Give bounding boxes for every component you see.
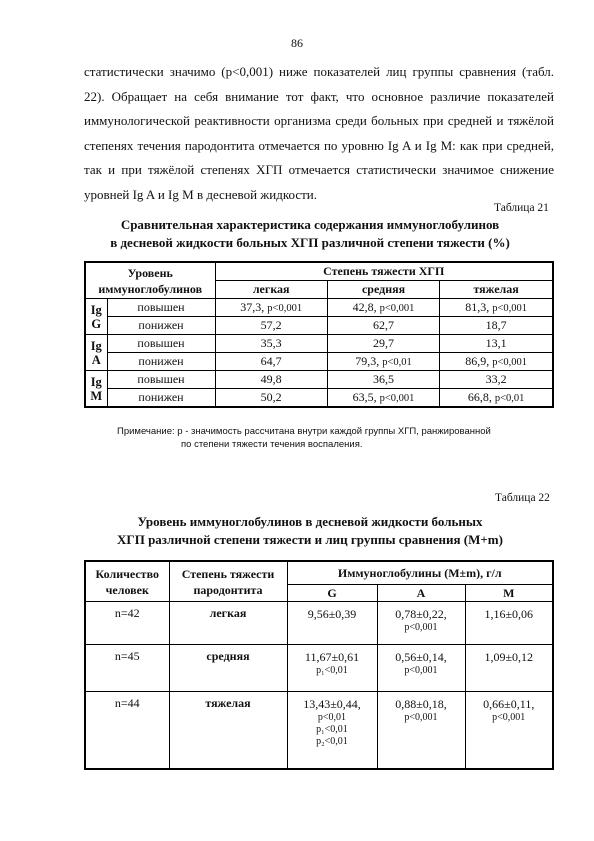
col-header: средняя [327,281,439,299]
value: 62,7 [373,318,395,332]
page-number: 86 [291,36,303,50]
p-value: р₁<0,01 [316,665,348,676]
value: 64,7 [260,354,282,368]
table-row [85,645,553,692]
value: 13,1 [485,336,507,350]
value-cell [440,371,553,389]
table-row [85,299,553,317]
value: 29,7 [373,336,395,350]
severity-cell: тяжелая [169,692,287,770]
value-cell [440,389,553,408]
header-severity-line1: Степень тяжести [181,566,275,581]
note-line2: по степени тяжести течения воспаления. [181,439,363,450]
value-cell [440,335,553,353]
ig-class-prefix: Ig [90,338,102,353]
table-row [85,692,553,770]
value-cell [215,353,327,371]
table-row [85,602,553,645]
value: 63,5, [352,389,377,404]
value-cell [440,299,553,317]
value-cell [327,317,439,335]
value-cell [440,353,553,371]
header-level-line2: иммуноглобулинов [98,281,203,296]
note-line1: Примечание: р - значимость рассчитана внутри каждой группы ХГП, ранжированной [117,426,491,437]
col-header: G [287,585,377,602]
value-cell [327,389,439,408]
value-cell [327,299,439,317]
value-cell-a [377,692,465,770]
ig-class-letter: M [90,388,103,403]
p-value: р₁<0,01 [316,724,348,735]
table-row [85,353,553,371]
value-cell [327,371,439,389]
header-immunoglobulins: Иммуноглобулины (M±m), г/л [287,561,553,585]
p-value: р<0,001 [492,712,526,723]
value: 42,8, [352,299,377,314]
value-cell-m [465,645,553,692]
ig-class-prefix: Ig [90,374,102,389]
value: 50,2 [260,390,282,404]
value: 11,67±0,61 [304,650,360,664]
table22-title [0,513,594,549]
table22-title-line1: Уровень иммуноглобулинов в десневой жидкости больных [137,514,483,529]
value: 13,43±0,44, [303,697,361,711]
value-cell-m [465,692,553,770]
header-severity [169,561,287,602]
table-22 [84,560,554,770]
value: 86,9, [465,353,490,368]
header-level [85,262,215,299]
p-value: р<0,001 [404,622,438,633]
p-value: р<0,001 [404,712,438,723]
value-cell [215,335,327,353]
row-label: понижен [107,389,215,408]
value: 1,09±0,12 [484,650,534,664]
p-value: р<0,01 [494,392,525,404]
value-cell-g [287,645,377,692]
value: 81,3, [465,299,490,314]
count-cell: n=44 [85,692,169,770]
value: 66,8, [467,389,492,404]
value: 49,8 [260,372,282,386]
value-cell-a [377,602,465,645]
ig-class-letter: A [91,352,101,367]
count-cell: n=42 [85,602,169,645]
table21-title [0,216,594,252]
table21-note [117,425,557,451]
p-value: р<0,01 [317,712,347,723]
value-cell-g [287,692,377,770]
header-severity: Степень тяжести ХГП [215,262,553,281]
header-count-line2: человек [105,582,149,597]
table-row [85,317,553,335]
row-label: понижен [107,353,215,371]
header-level-line1: Уровень [127,265,173,280]
p-value: р<0,001 [379,392,415,404]
table-row [85,335,553,353]
value: 9,56±0,39 [307,607,357,621]
p-value: р<0,01 [382,356,412,368]
col-header: A [377,585,465,602]
value: 33,2 [485,372,507,386]
value-cell [327,335,439,353]
table-21 [84,261,554,408]
ig-class-prefix: Ig [90,302,102,317]
severity-cell: средняя [169,645,287,692]
value-cell-a [377,645,465,692]
value-cell [440,317,553,335]
row-label: понижен [107,317,215,335]
ig-class-label [85,299,107,335]
table-row [85,371,553,389]
table21-title-line1: Сравнительная характеристика содержания иммуноглобулинов [120,217,500,232]
ig-class-letter: G [91,316,102,331]
value: 0,88±0,18, [395,697,447,711]
p-value: р<0,001 [267,302,303,314]
row-label: повышен [107,371,215,389]
value-cell [215,389,327,408]
count-cell: n=45 [85,645,169,692]
col-header: M [465,585,553,602]
row-label: повышен [107,299,215,317]
value-cell [215,371,327,389]
table21-title-line2: в десневой жидкости больных ХГП различной степени тяжести (%) [110,235,510,250]
col-header: тяжелая [440,281,553,299]
p-value: р₂<0,01 [316,736,348,747]
value: 0,66±0,11, [483,697,535,711]
table21-label: Таблица 21 [494,202,549,214]
table22-label: Таблица 22 [495,492,550,504]
ig-class-label [85,371,107,408]
row-label: повышен [107,335,215,353]
header-count [85,561,169,602]
value-cell-g [287,602,377,645]
value: 37,3, [240,299,265,314]
value-cell [327,353,439,371]
header-count-line1: Количество [95,566,159,581]
p-value: р<0,001 [379,302,415,314]
value-cell-m [465,602,553,645]
value-cell [215,317,327,335]
body-paragraph: статистически значимо (р<0,001) ниже показателей лиц группы сравнения (табл. 22). Обращает на себя внимание тот факт, что основное различие показателей иммунологической реактивности организма среди больных при средней и тяжёлой степенях течения пародонтита отмечается по уровню Ig A и Ig M: как при средней, так и при тяжёлой степенях ХГП отмечается статистически значимое снижение уровней Ig A и Ig M в десневой жидкости. [84,64,554,202]
value: 0,78±0,22, [395,607,447,621]
value: 0,56±0,14, [395,650,447,664]
ig-class-label [85,335,107,371]
table22-title-line2: ХГП различной степени тяжести и лиц группы сравнения (M+m) [117,532,503,547]
p-value: р<0,001 [404,665,438,676]
value: 36,5 [373,372,395,386]
value: 1,16±0,06 [484,607,534,621]
value: 79,3, [355,353,380,368]
header-severity-line2: пародонтита [193,582,263,597]
value-cell [215,299,327,317]
value: 35,3 [260,336,282,350]
value: 18,7 [485,318,507,332]
p-value: р<0,001 [492,356,527,368]
col-header: легкая [215,281,327,299]
value: 57,2 [260,318,282,332]
p-value: р<0,001 [492,302,527,314]
table-row [85,389,553,408]
severity-cell: легкая [169,602,287,645]
